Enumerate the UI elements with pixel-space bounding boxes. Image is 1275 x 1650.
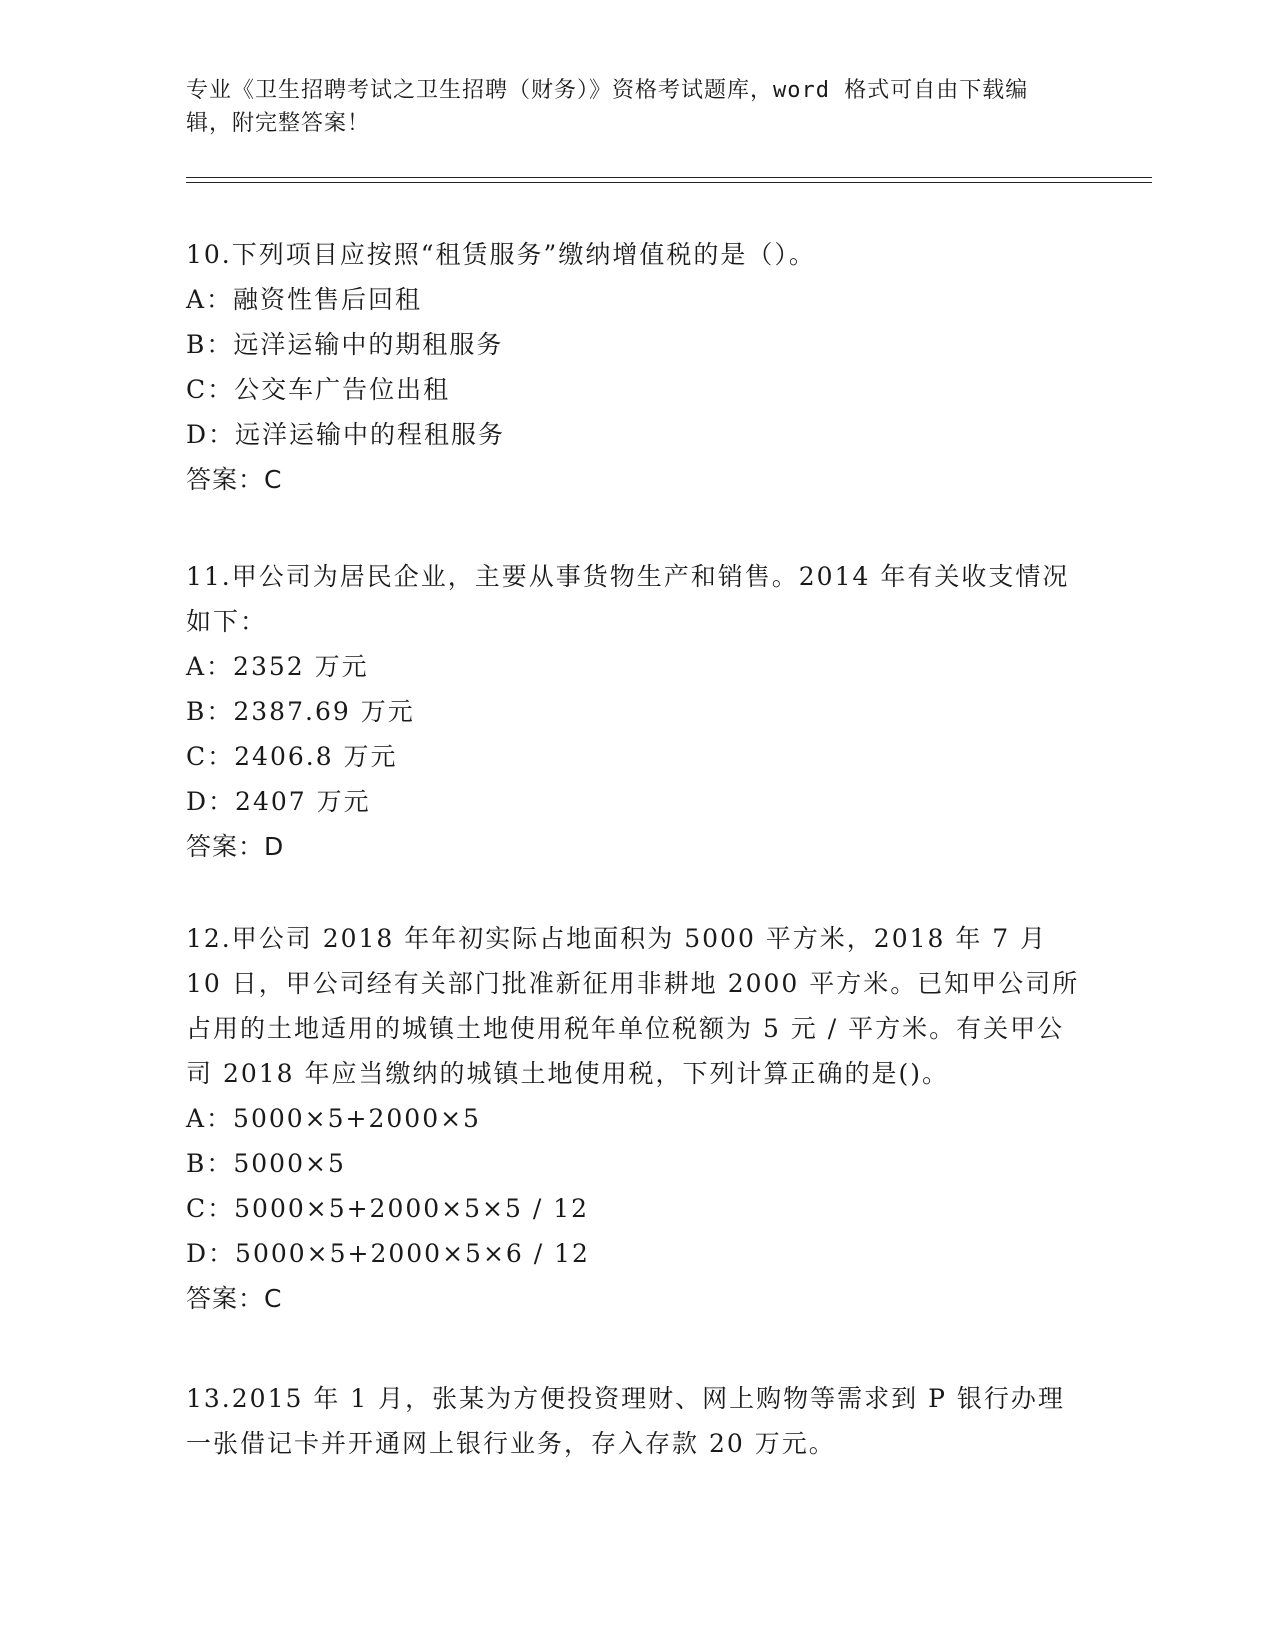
question-stem: 12.甲公司 2018 年年初实际占地面积为 5000 平方米，2018 年 7 月 10 日，甲公司经有关部门批准新征用非耕地 2000 平方米。已知甲公司所占用的土地适用的城镇土地使用税年单位税额为 5 元 / 平方米。有关甲公司 2018 年应当缴纳的城镇土地使用税，下列计算正确的是()。 [186, 924, 1080, 1088]
option-c: C：2406.8 万元 [186, 742, 398, 771]
question-11 [186, 554, 1086, 869]
document-header: 专业《卫生招聘考试之卫生招聘（财务）》资格考试题库，word 格式可自由下载编辑，附完整答案！ [186, 78, 1029, 136]
answer: 答案：C [186, 1284, 283, 1313]
option-d: D：5000×5+2000×5×6 / 12 [186, 1239, 590, 1268]
option-d: D：远洋运输中的程租服务 [186, 420, 506, 449]
option-a: A：融资性售后回租 [186, 285, 423, 314]
question-12 [186, 916, 1086, 1321]
question-stem: 10.下列项目应按照“租赁服务”缴纳增值税的是（）。 [186, 240, 816, 269]
answer: 答案：C [186, 465, 283, 494]
answer: 答案：D [186, 832, 285, 861]
option-a: A：2352 万元 [186, 652, 369, 681]
question-10 [186, 232, 1086, 502]
question-stem: 13.2015 年 1 月，张某为方便投资理财、网上购物等需求到 P 银行办理一张借记卡并开通网上银行业务，存入存款 20 万元。 [186, 1384, 1065, 1458]
question-13 [186, 1376, 1086, 1466]
question-stem: 11.甲公司为居民企业，主要从事货物生产和销售。2014 年有关收支情况如下： [186, 562, 1070, 636]
option-b: B：远洋运输中的期租服务 [186, 330, 504, 359]
header-divider-bottom [186, 182, 1152, 183]
option-d: D：2407 万元 [186, 787, 371, 816]
option-c: C：5000×5+2000×5×5 / 12 [186, 1194, 590, 1223]
option-b: B：2387.69 万元 [186, 697, 415, 726]
option-b: B：5000×5 [186, 1149, 346, 1178]
option-a: A：5000×5+2000×5 [186, 1104, 481, 1133]
option-c: C：公交车广告位出租 [186, 375, 451, 404]
header-divider-top [186, 177, 1152, 178]
